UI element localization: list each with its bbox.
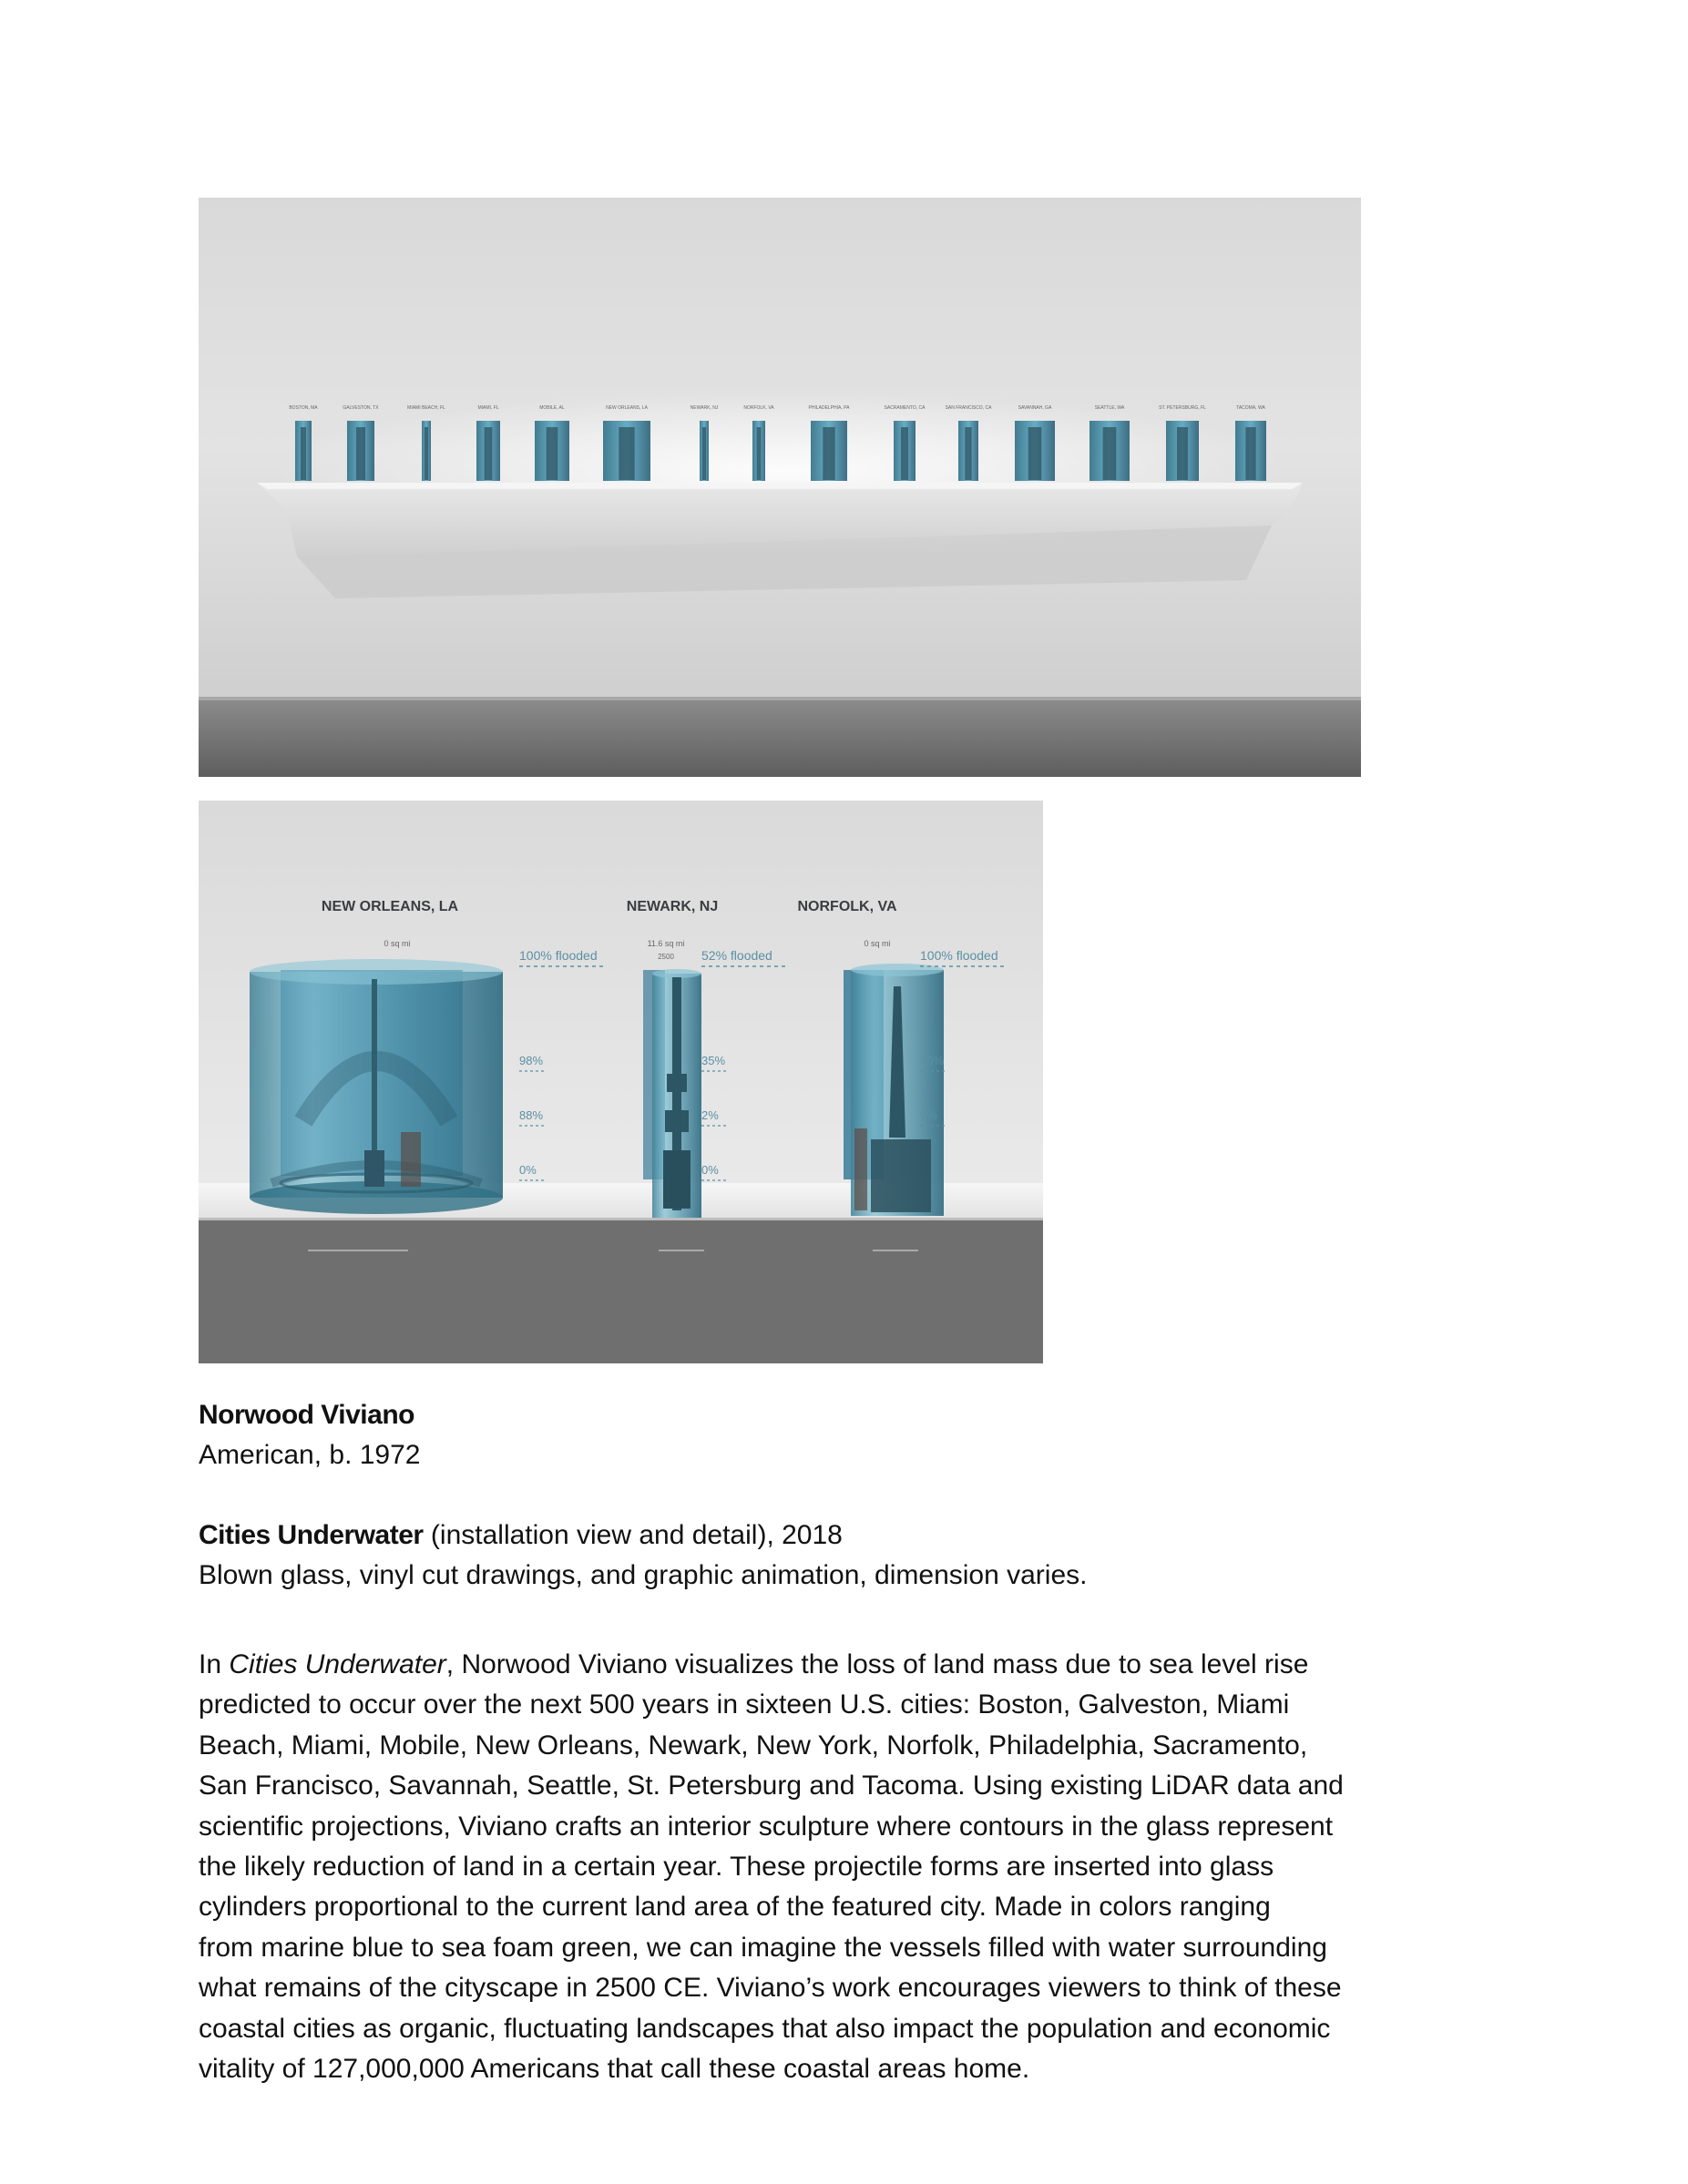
city-flooded: 100% flooded bbox=[519, 948, 598, 963]
shelf-city-label: MIAMI BEACH, FL bbox=[407, 405, 445, 411]
vessel-new-orleans bbox=[250, 959, 503, 1214]
shelf-city-label: MIAMI, FL bbox=[477, 405, 499, 411]
level-label: 0% bbox=[701, 1163, 719, 1177]
shelf-vessel-core bbox=[1245, 427, 1255, 480]
artist-nationality: American, b. 1972 bbox=[199, 1440, 421, 1470]
shelf-vessel-core bbox=[356, 427, 365, 480]
city-label: NEW ORLEANS, LA bbox=[321, 899, 459, 914]
shelf-vessel-core bbox=[301, 427, 306, 480]
shelf-city-label: PHILADELPHIA, PA bbox=[808, 405, 850, 411]
installation-photo bbox=[199, 198, 1361, 777]
shelf-vessel-core bbox=[901, 427, 908, 480]
shelf-city-label: GALVESTON, TX bbox=[343, 405, 379, 411]
level-label: 9% bbox=[920, 1108, 937, 1122]
installation-illustration bbox=[199, 198, 1361, 777]
description-line: coastal cities as organic, fluctuating landscapes that also impact the population and economic bbox=[199, 2013, 1331, 2044]
description-work-title: Cities Underwater bbox=[229, 1649, 446, 1679]
shelf-vessel-core bbox=[425, 427, 428, 480]
description-paragraph bbox=[199, 1645, 1492, 2089]
shelf-city-label: SACRAMENTO, CA bbox=[884, 405, 926, 411]
description-line-1 bbox=[199, 1645, 1492, 1685]
description-intro: In bbox=[199, 1649, 230, 1679]
vessel-norfolk bbox=[851, 964, 944, 1216]
description-line: predicted to occur over the next 500 years in sixteen U.S. cities: Boston, Galveston, Miami bbox=[199, 1689, 1290, 1720]
description-line: vitality of 127,000,000 Americans that call these coastal areas home. bbox=[199, 2054, 1030, 2085]
description-line: from marine blue to sea foam green, we can imagine the vessels filled with water surrounding bbox=[199, 1932, 1327, 1963]
description-line: scientific projections, Viviano crafts an interior sculpture where contours in the glass represent bbox=[199, 1811, 1334, 1842]
shelf-city-label: SEATTLE, WA bbox=[1094, 405, 1125, 411]
shelf-vessel-core bbox=[547, 427, 558, 480]
shelf-city-label: SAVANNAH, GA bbox=[1018, 405, 1052, 411]
artist-block bbox=[199, 1395, 1492, 1475]
level-label: 88% bbox=[519, 1108, 544, 1122]
detail-photo bbox=[199, 801, 1043, 1363]
artist-name: Norwood Viviano bbox=[199, 1400, 414, 1430]
city-area: 11.6 sq mi bbox=[647, 939, 685, 948]
shelf-vessel-core bbox=[965, 427, 971, 480]
level-label: 98% bbox=[519, 1054, 544, 1067]
level-label: 2% bbox=[701, 1108, 719, 1122]
vessel-newark bbox=[652, 969, 701, 1218]
shelf-vessel-core bbox=[757, 427, 762, 480]
city-flooded: 100% flooded bbox=[920, 948, 998, 963]
shelf-city-label: NEWARK, NJ bbox=[690, 405, 719, 411]
level-label: 0% bbox=[519, 1163, 537, 1177]
shelf-vessel-core bbox=[1177, 427, 1188, 480]
shelf-city-label: SAN FRANCISCO, CA bbox=[945, 405, 992, 411]
city-label: NORFOLK, VA bbox=[797, 899, 897, 914]
shelf-city-label: TACOMA, WA bbox=[1236, 405, 1265, 411]
description-line: what remains of the cityscape in 2500 CE. Viviano’s work encourages viewers to think of these bbox=[199, 1973, 1342, 2004]
work-title: Cities Underwater bbox=[199, 1520, 424, 1550]
detail-illustration bbox=[199, 801, 1043, 1363]
city-area-sub: 2500 bbox=[658, 953, 674, 961]
work-block bbox=[199, 1516, 1492, 1596]
shelf-vessel-core bbox=[702, 427, 706, 480]
work-title-details: (installation view and detail), 2018 bbox=[423, 1520, 843, 1550]
description-line: San Francisco, Savannah, Seattle, St. Petersburg and Tacoma. Using existing LiDAR data and bbox=[199, 1771, 1344, 1801]
shelf-vessel-core bbox=[1103, 427, 1117, 480]
work-medium: Blown glass, vinyl cut drawings, and graphic animation, dimension varies. bbox=[199, 1560, 1088, 1590]
shelf-vessel-core bbox=[1028, 427, 1042, 480]
shelf-city-label: NEW ORLEANS, LA bbox=[606, 405, 648, 411]
description-line-1-rest: , Norwood Viviano visualizes the loss of land mass due to sea level rise bbox=[445, 1649, 1309, 1679]
shelf-vessel-core bbox=[485, 427, 493, 480]
shelf-vessel-core bbox=[823, 427, 834, 480]
description-line: Beach, Miami, Mobile, New Orleans, Newark, New York, Norfolk, Philadelphia, Sacramento, bbox=[199, 1730, 1308, 1760]
shelf-vessel-core bbox=[619, 427, 634, 480]
city-area: 0 sq mi bbox=[864, 939, 891, 948]
description-line: the likely reduction of land in a certain year. These projectile forms are inserted into glass bbox=[199, 1852, 1274, 1883]
city-label: NEWARK, NJ bbox=[626, 899, 719, 914]
shelf-city-label: BOSTON, MA bbox=[289, 405, 318, 411]
shelf-city-label: MOBILE, AL bbox=[539, 405, 565, 411]
description-line: cylinders proportional to the current land area of the featured city. Made in colors ranging bbox=[199, 1892, 1271, 1923]
work-title-line bbox=[199, 1516, 1492, 1556]
city-area: 0 sq mi bbox=[384, 939, 411, 948]
city-flooded: 52% flooded bbox=[701, 948, 772, 963]
shelf-city-label: ST. PETERSBURG, FL bbox=[1159, 405, 1206, 411]
shelf-city-label: NORFOLK, VA bbox=[743, 405, 774, 411]
level-label: 70% bbox=[920, 1054, 945, 1067]
level-label: 35% bbox=[701, 1054, 726, 1067]
